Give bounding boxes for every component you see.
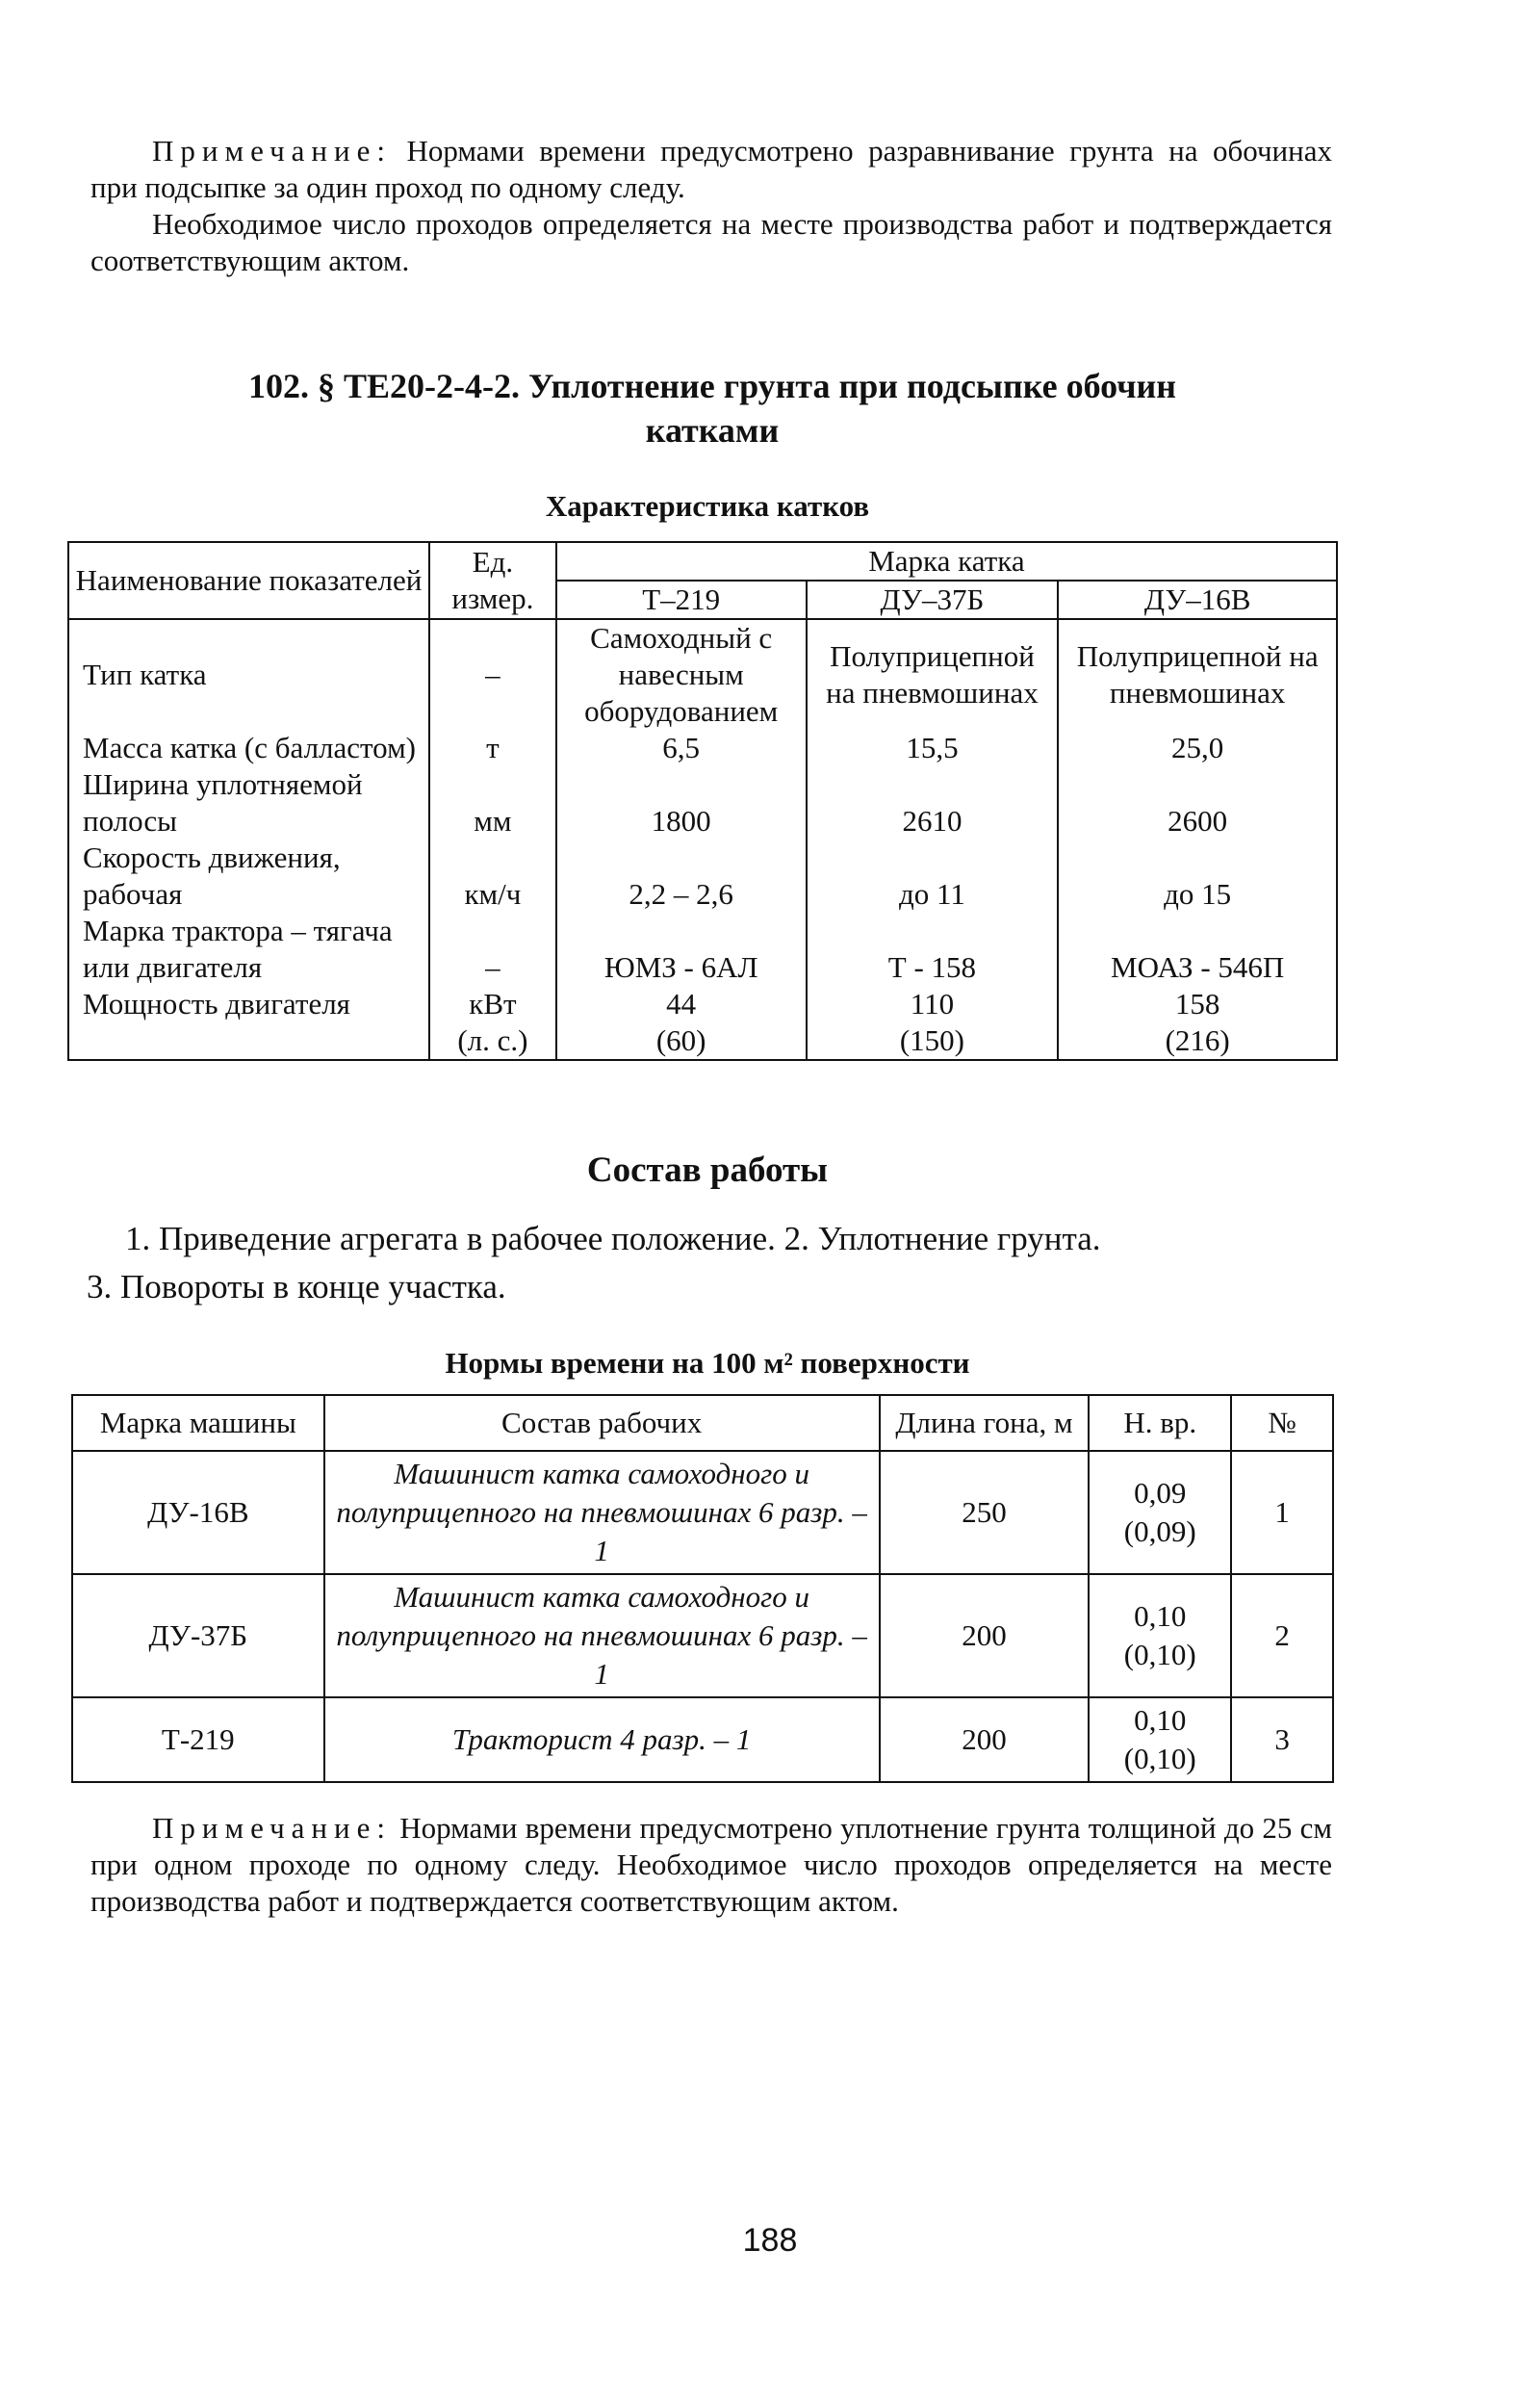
row-unit: – bbox=[429, 913, 556, 986]
row-value: 15,5 bbox=[807, 730, 1059, 766]
table-row bbox=[68, 1022, 1337, 1060]
top-note-para-2: Необходимое число проходов определяется на месте производства работ и подтверждается соответствующим актом. bbox=[90, 207, 1332, 277]
brand-cell: Т–219 bbox=[556, 581, 807, 619]
head-name: Наименование показателей bbox=[68, 542, 429, 619]
bottom-note bbox=[90, 1810, 1332, 1920]
row-unit: км/ч bbox=[429, 840, 556, 913]
section-title-line-1: 102. § ТЕ20-2-4-2. Уплотнение грунта при подсыпке обочин bbox=[247, 367, 1176, 405]
note-label: Примечание: bbox=[152, 1811, 392, 1845]
note-text: Нормами времени предусмотрено разравнивание грунта на обочинах при подсыпке за один проход по одному следу. bbox=[90, 134, 1332, 204]
row-value: Полуприцепной на пневмошинах bbox=[1058, 619, 1337, 730]
row-value: (60) bbox=[556, 1022, 807, 1060]
row-unit: – bbox=[429, 619, 556, 730]
crew-cell: Машинист катка самоходного и полуприцепного на пневмошинах 6 разр. – 1 bbox=[324, 1451, 880, 1574]
row-value: МОАЗ - 546П bbox=[1058, 913, 1337, 986]
length-cell: 200 bbox=[880, 1574, 1090, 1697]
row-value: 1800 bbox=[556, 766, 807, 840]
row-value: 6,5 bbox=[556, 730, 807, 766]
top-note bbox=[90, 133, 1332, 279]
top-note-para-1 bbox=[90, 133, 1332, 206]
row-value: Самоходный с навесным оборудованием bbox=[556, 619, 807, 730]
rollers-table-caption: Характеристика катков bbox=[545, 489, 870, 523]
machine-cell: ДУ-37Б bbox=[72, 1574, 324, 1697]
row-name: Тип катка bbox=[68, 619, 429, 730]
brand-cell: ДУ–16В bbox=[1058, 581, 1337, 619]
row-value: (216) bbox=[1058, 1022, 1337, 1060]
header-cell: Длина гона, м bbox=[880, 1395, 1090, 1451]
note-text: Нормами времени предусмотрено уплотнение грунта толщиной до 25 см при одном проходе по одному следу. Необходимое число проходов определяется на месте производства работ и подтверждается соответствующим актом. bbox=[90, 1811, 1332, 1918]
table-row bbox=[72, 1697, 1333, 1782]
row-value: 2600 bbox=[1058, 766, 1337, 840]
header-cell: Состав рабочих bbox=[324, 1395, 880, 1451]
header-cell: № bbox=[1231, 1395, 1333, 1451]
num-cell: 2 bbox=[1231, 1574, 1333, 1697]
norm-cell bbox=[1089, 1697, 1231, 1782]
row-value: 158 bbox=[1058, 986, 1337, 1022]
norm-value: 0,10 bbox=[1134, 1599, 1187, 1633]
work-line-1: 1. Приведение агрегата в рабочее положение. 2. Уплотнение грунта. bbox=[125, 1220, 1101, 1257]
crew-cell: Тракторист 4 разр. – 1 bbox=[324, 1697, 880, 1782]
row-unit: т bbox=[429, 730, 556, 766]
head-unit: Ед. измер. bbox=[429, 542, 556, 619]
norms-table bbox=[71, 1394, 1334, 1783]
table-row bbox=[68, 913, 1337, 986]
norm-value-alt: (0,10) bbox=[1123, 1742, 1196, 1775]
crew-cell: Машинист катка самоходного и полуприцепного на пневмошинах 6 разр. – 1 bbox=[324, 1574, 880, 1697]
work-list bbox=[87, 1215, 1338, 1311]
row-unit: кВт bbox=[429, 986, 556, 1022]
norms-table-caption: Нормы времени на 100 м² поверхности bbox=[445, 1346, 970, 1380]
length-cell: 200 bbox=[880, 1697, 1090, 1782]
bottom-note-para bbox=[90, 1810, 1332, 1920]
norm-value: 0,10 bbox=[1134, 1703, 1187, 1737]
machine-cell: ДУ-16В bbox=[72, 1451, 324, 1574]
work-heading: Состав работы bbox=[586, 1150, 829, 1190]
row-name: Марка трактора – тягача или двигателя bbox=[68, 913, 429, 986]
row-value: 2,2 – 2,6 bbox=[556, 840, 807, 913]
machine-cell: Т-219 bbox=[72, 1697, 324, 1782]
row-value: ЮМЗ - 6АЛ bbox=[556, 913, 807, 986]
head-brand: Марка катка bbox=[556, 542, 1337, 581]
num-cell: 1 bbox=[1231, 1451, 1333, 1574]
norm-cell bbox=[1089, 1574, 1231, 1697]
row-value: 110 bbox=[807, 986, 1059, 1022]
table-row bbox=[68, 986, 1337, 1022]
row-name: Ширина уплотняемой полосы bbox=[68, 766, 429, 840]
header-cell: Марка машины bbox=[72, 1395, 324, 1451]
table-row bbox=[68, 840, 1337, 913]
row-value: до 15 bbox=[1058, 840, 1337, 913]
row-name bbox=[68, 1022, 429, 1060]
row-unit: (л. с.) bbox=[429, 1022, 556, 1060]
rollers-table bbox=[67, 541, 1338, 1061]
note-label: Примечание: bbox=[152, 134, 392, 168]
work-line-2: 3. Повороты в конце участка. bbox=[87, 1268, 506, 1305]
section-title bbox=[87, 364, 1338, 452]
table-row bbox=[68, 730, 1337, 766]
row-value: Полуприцепной на пневмошинах bbox=[807, 619, 1059, 730]
table-row bbox=[68, 766, 1337, 840]
length-cell: 250 bbox=[880, 1451, 1090, 1574]
page-number: 188 bbox=[742, 2222, 798, 2259]
row-unit: мм bbox=[429, 766, 556, 840]
section-title-line-2: катками bbox=[645, 411, 780, 450]
num-cell: 3 bbox=[1231, 1697, 1333, 1782]
row-name: Скорость движения, рабочая bbox=[68, 840, 429, 913]
table-row bbox=[72, 1451, 1333, 1574]
norm-value: 0,09 bbox=[1134, 1476, 1187, 1510]
table-row bbox=[72, 1574, 1333, 1697]
brand-cell: ДУ–37Б bbox=[807, 581, 1059, 619]
row-name: Масса катка (с балластом) bbox=[68, 730, 429, 766]
norm-value-alt: (0,09) bbox=[1123, 1514, 1196, 1548]
norm-cell bbox=[1089, 1451, 1231, 1574]
header-cell: Н. вр. bbox=[1089, 1395, 1231, 1451]
row-value: 25,0 bbox=[1058, 730, 1337, 766]
row-value: 2610 bbox=[807, 766, 1059, 840]
row-name: Мощность двигателя bbox=[68, 986, 429, 1022]
row-value: до 11 bbox=[807, 840, 1059, 913]
row-value: Т - 158 bbox=[807, 913, 1059, 986]
norm-value-alt: (0,10) bbox=[1123, 1638, 1196, 1671]
row-value: 44 bbox=[556, 986, 807, 1022]
table-row bbox=[68, 619, 1337, 730]
row-value: (150) bbox=[807, 1022, 1059, 1060]
